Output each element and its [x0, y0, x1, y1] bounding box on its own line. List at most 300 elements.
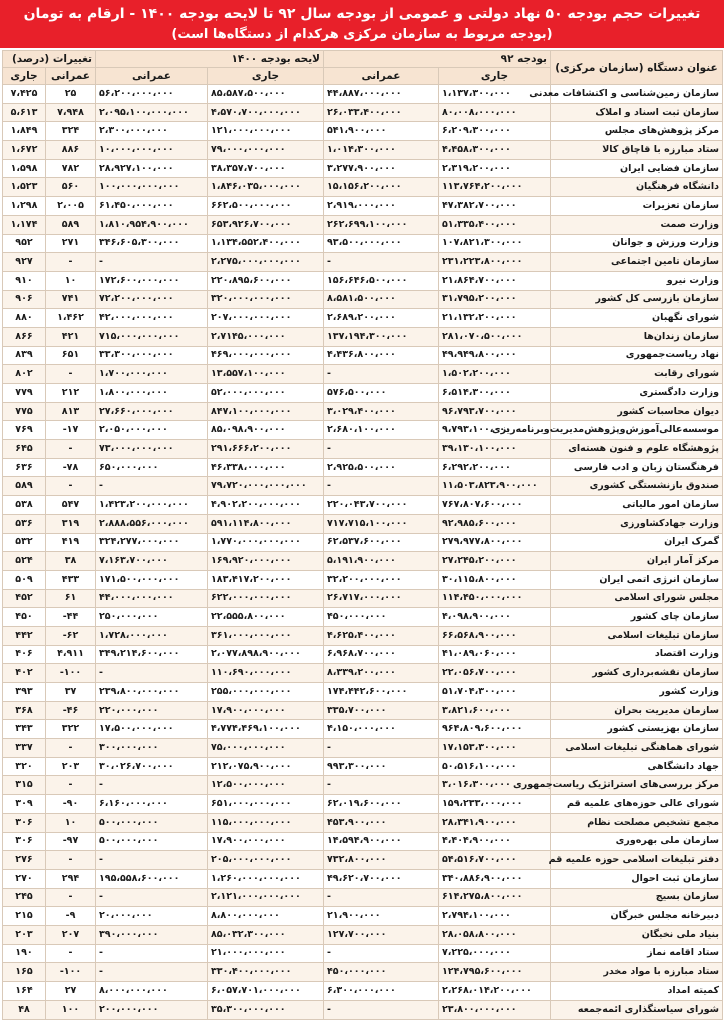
cell-1400-civil: ۳۰۰،۰۰۰،۰۰۰	[96, 739, 208, 758]
cell-92-civil: -	[324, 739, 439, 758]
cell-change-current: ۵،۶۱۳	[3, 103, 46, 122]
cell-1400-civil: ۷۳،۰۰۰،۰۰۰،۰۰۰	[96, 440, 208, 459]
cell-1400-current: ۱۶۹،۹۲۰،۰۰۰،۰۰۰	[208, 552, 324, 571]
cell-change-current: ۷۷۹	[3, 384, 46, 403]
cell-name: وزارت جهادکشاورزی	[551, 514, 723, 533]
cell-change-current: ۱،۲۹۸	[3, 197, 46, 216]
cell-name: شورای نگهبان	[551, 309, 723, 328]
cell-name: مرکز پژوهش‌های مجلس	[551, 122, 723, 141]
cell-change-current: ۳۳۷	[3, 739, 46, 758]
cell-92-civil: ۳۳۵،۷۰۰،۰۰۰	[324, 701, 439, 720]
table-row	[3, 197, 723, 216]
table-row	[3, 832, 723, 851]
cell-1400-civil: ۱،۷۲۸،۰۰۰،۰۰۰	[96, 626, 208, 645]
cell-1400-civil: ۲۰۰،۰۰۰،۰۰۰	[96, 1000, 208, 1019]
cell-change-current: ۵۳۲	[3, 533, 46, 552]
cell-92-civil: ۴۵۰،۰۰۰،۰۰۰	[324, 963, 439, 982]
title-banner	[0, 0, 724, 48]
cell-1400-current: ۸۵،۵۸۷،۵۰۰،۰۰۰	[208, 85, 324, 104]
cell-name: سازمان بسیج	[551, 888, 723, 907]
cell-1400-civil: -	[96, 664, 208, 683]
cell-1400-civil: ۱،۴۲۳،۲۰۰،۰۰۰،۰۰۰	[96, 496, 208, 515]
cell-92-current: ۴۷،۳۸۲،۷۰۰،۰۰۰	[439, 197, 551, 216]
cell-92-civil: ۱۵۶،۶۴۶،۵۰۰،۰۰۰	[324, 271, 439, 290]
cell-92-current: ۲۱،۸۶۴،۷۰۰،۰۰۰	[439, 271, 551, 290]
cell-name: سازمان مدیریت بحران	[551, 701, 723, 720]
cell-1400-civil: ۱۹۵،۵۵۸،۶۰۰،۰۰۰	[96, 869, 208, 888]
cell-1400-current: ۶۵۱،۰۰۰،۰۰۰،۰۰۰	[208, 795, 324, 814]
cell-change-civil: -	[46, 888, 96, 907]
cell-92-civil: ۲۶،۷۱۷،۰۰۰،۰۰۰	[324, 589, 439, 608]
cell-change-civil: ۱،۴۶۲	[46, 309, 96, 328]
cell-1400-current: ۲۹۱،۶۶۶،۲۰۰،۰۰۰	[208, 440, 324, 459]
cell-92-civil: ۸،۳۳۹،۲۰۰،۰۰۰	[324, 664, 439, 683]
cell-change-civil: ۱۰	[46, 271, 96, 290]
cell-change-current: ۳۰۹	[3, 795, 46, 814]
cell-name: مجلس شورای اسلامی	[551, 589, 723, 608]
cell-change-civil: -۹۰	[46, 795, 96, 814]
cell-92-civil: ۲،۹۲۵،۵۰۰،۰۰۰	[324, 458, 439, 477]
cell-name: سازمان بهزیستی کشور	[551, 720, 723, 739]
cell-change-civil: -	[46, 944, 96, 963]
cell-change-current: ۱،۶۷۲	[3, 141, 46, 160]
cell-1400-current: ۲۲،۵۵۵،۸۰۰،۰۰۰	[208, 608, 324, 627]
cell-92-civil: -	[324, 888, 439, 907]
cell-92-current: ۲۷،۲۴۵،۲۰۰،۰۰۰	[439, 552, 551, 571]
cell-92-civil: ۴،۶۲۵،۴۰۰،۰۰۰	[324, 626, 439, 645]
cell-1400-current: ۶۶۲،۵۰۰،۰۰۰،۰۰۰	[208, 197, 324, 216]
cell-name: سازمان تعزیرات	[551, 197, 723, 216]
cell-change-civil: ۱۰	[46, 813, 96, 832]
cell-92-current: ۳،۰۱۶،۳۰۰،۰۰۰	[439, 776, 551, 795]
cell-92-current: ۲۷۹،۹۷۷،۸۰۰،۰۰۰	[439, 533, 551, 552]
cell-change-current: ۳۶۸	[3, 701, 46, 720]
cell-92-civil: ۱،۰۱۴،۳۰۰،۰۰۰	[324, 141, 439, 160]
cell-change-civil: ۷۴۱	[46, 290, 96, 309]
table-row	[3, 365, 723, 384]
page-subtitle: (بودجه مربوط به سازمان مرکزی هرکدام از دستگاه‌ها است)	[171, 27, 553, 42]
cell-change-civil: -۴۶	[46, 701, 96, 720]
cell-change-current: ۳۹۳	[3, 683, 46, 702]
cell-92-current: ۲۲،۰۵۶،۷۰۰،۰۰۰	[439, 664, 551, 683]
cell-1400-current: ۴،۷۷۴،۴۶۹،۱۰۰،۰۰۰	[208, 720, 324, 739]
cell-change-civil: -۷۸	[46, 458, 96, 477]
cell-1400-civil: ۵۰۰،۰۰۰،۰۰۰	[96, 813, 208, 832]
table-row	[3, 589, 723, 608]
cell-change-civil: ۳۷	[46, 683, 96, 702]
cell-92-civil: ۲۲۰،۰۴۳،۷۰۰،۰۰۰	[324, 496, 439, 515]
cell-92-civil: ۱۵،۱۵۶،۲۰۰،۰۰۰	[324, 178, 439, 197]
cell-92-civil: ۵۷۶،۵۰۰،۰۰۰	[324, 384, 439, 403]
cell-1400-current: ۸۵،۰۹۸،۹۰۰،۰۰۰	[208, 421, 324, 440]
table-row	[3, 141, 723, 160]
cell-92-civil: ۱۴،۵۹۴،۹۰۰،۰۰۰	[324, 832, 439, 851]
table-row	[3, 514, 723, 533]
cell-change-current: ۲۱۵	[3, 907, 46, 926]
cell-92-current: ۶۱۴،۲۷۵،۸۰۰،۰۰۰	[439, 888, 551, 907]
cell-1400-current: ۳۲۰،۰۰۰،۰۰۰،۰۰۰	[208, 290, 324, 309]
cell-name: ستاد مبارزه با مواد مخدر	[551, 963, 723, 982]
cell-1400-current: ۴،۵۷۰،۷۰۰،۰۰۰،۰۰۰	[208, 103, 324, 122]
table-row	[3, 1000, 723, 1019]
cell-change-civil: -۱۷	[46, 421, 96, 440]
cell-1400-current: ۲۰۷،۰۰۰،۰۰۰،۰۰۰	[208, 309, 324, 328]
cell-92-civil: ۲،۹۱۹،۰۰۰،۰۰۰	[324, 197, 439, 216]
cell-1400-civil: ۳۲۴،۲۷۷،۰۰۰،۰۰۰	[96, 533, 208, 552]
cell-name: سازمان ثبت احوال	[551, 869, 723, 888]
cell-92-civil: ۶،۳۰۰،۰۰۰،۰۰۰	[324, 982, 439, 1001]
cell-change-current: ۳۲۰	[3, 757, 46, 776]
cell-1400-civil: ۳۳،۳۰۰،۰۰۰،۰۰۰	[96, 346, 208, 365]
cell-92-civil: ۸،۵۸۱،۵۰۰،۰۰۰	[324, 290, 439, 309]
cell-change-current: ۸۰۲	[3, 365, 46, 384]
cell-change-current: ۱۶۴	[3, 982, 46, 1001]
cell-change-current: ۸۳۹	[3, 346, 46, 365]
cell-change-current: ۲۷۶	[3, 851, 46, 870]
cell-92-current: ۲۸،۳۴۱،۹۰۰،۰۰۰	[439, 813, 551, 832]
cell-1400-civil: ۲۰،۰۰۰،۰۰۰	[96, 907, 208, 926]
table-row	[3, 813, 723, 832]
cell-1400-civil: ۵۰۰،۰۰۰،۰۰۰	[96, 832, 208, 851]
cell-1400-current: ۶۲۲،۰۰۰،۰۰۰،۰۰۰	[208, 589, 324, 608]
cell-1400-current: ۲۰۵،۰۰۰،۰۰۰،۰۰۰	[208, 851, 324, 870]
cell-92-civil: ۶،۹۶۸،۷۰۰،۰۰۰	[324, 645, 439, 664]
cell-1400-civil: ۶۵۰،۰۰۰،۰۰۰	[96, 458, 208, 477]
table-row	[3, 458, 723, 477]
cell-1400-current: ۸۴۷،۱۰۰،۰۰۰،۰۰۰	[208, 402, 324, 421]
table-row	[3, 159, 723, 178]
cell-1400-civil: ۲،۳۰۰،۰۰۰،۰۰۰	[96, 122, 208, 141]
cell-change-current: ۴۵۲	[3, 589, 46, 608]
cell-1400-civil: ۸،۰۰۰،۰۰۰،۰۰۰	[96, 982, 208, 1001]
cell-name: شورای هماهنگی تبلیغات اسلامی	[551, 739, 723, 758]
cell-name: سازمان بازرسی کل کشور	[551, 290, 723, 309]
table-row	[3, 776, 723, 795]
cell-1400-current: ۸،۸۰۰،۰۰۰،۰۰۰	[208, 907, 324, 926]
cell-1400-current: ۱،۲۶۰،۰۰۰،۰۰۰،۰۰۰	[208, 869, 324, 888]
cell-92-current: ۵۱،۳۳۵،۴۰۰،۰۰۰	[439, 215, 551, 234]
cell-change-current: ۵۰۹	[3, 570, 46, 589]
cell-change-civil: ۲۱۲	[46, 384, 96, 403]
cell-92-current: ۳۴۰،۸۸۶،۹۰۰،۰۰۰	[439, 869, 551, 888]
cell-1400-civil: -	[96, 888, 208, 907]
table-row	[3, 757, 723, 776]
budget-table	[2, 50, 723, 1020]
table-body	[3, 85, 723, 1020]
header-row-groups	[3, 51, 723, 68]
cell-92-current: ۳۱،۷۹۵،۲۰۰،۰۰۰	[439, 290, 551, 309]
table-row	[3, 85, 723, 104]
cell-change-civil: ۳۱۹	[46, 514, 96, 533]
cell-92-civil: ۷۱۷،۷۱۵،۱۰۰،۰۰۰	[324, 514, 439, 533]
cell-1400-civil: ۲۵۰،۰۰۰،۰۰۰	[96, 608, 208, 627]
cell-1400-current: ۵۲،۰۰۰،۰۰۰،۰۰۰	[208, 384, 324, 403]
cell-1400-current: ۱،۸۴۶،۰۳۵،۰۰۰،۰۰۰	[208, 178, 324, 197]
table-row	[3, 533, 723, 552]
cell-change-current: ۴۵۰	[3, 608, 46, 627]
header-name: عنوان دستگاه (سازمان مرکزی)	[551, 51, 723, 85]
table-row	[3, 869, 723, 888]
table-row	[3, 178, 723, 197]
cell-name: سازمان نقشه‌برداری کشور	[551, 664, 723, 683]
cell-change-civil: ۸۸۶	[46, 141, 96, 160]
cell-name: شورای رقابت	[551, 365, 723, 384]
header-1400-civil: عمرانی	[96, 68, 208, 85]
cell-92-current: ۳،۸۲۱،۶۰۰،۰۰۰	[439, 701, 551, 720]
cell-1400-civil: ۴۲،۰۰۰،۰۰۰،۰۰۰	[96, 309, 208, 328]
cell-change-civil: ۵۴۷	[46, 496, 96, 515]
cell-name: سازمان ملی بهره‌وری	[551, 832, 723, 851]
cell-change-civil: -	[46, 477, 96, 496]
cell-92-civil: ۲،۶۸۹،۲۰۰،۰۰۰	[324, 309, 439, 328]
page-title: تغییرات حجم بودجه ۵۰ نهاد دولتی و عمومی از بودجه سال ۹۲ تا لایحه بودجه ۱۴۰۰ - ارقام به تومان	[23, 6, 701, 22]
cell-change-civil: ۲۷	[46, 982, 96, 1001]
cell-change-civil: ۲۰۷	[46, 925, 96, 944]
cell-92-civil: ۴،۴۳۶،۸۰۰،۰۰۰	[324, 346, 439, 365]
cell-change-current: ۱،۱۷۴	[3, 215, 46, 234]
cell-name: دفتر تبلیغات اسلامی حوزه علمیه قم	[551, 851, 723, 870]
cell-name: شورای عالی حوزه‌های علمیه قم	[551, 795, 723, 814]
table-row	[3, 234, 723, 253]
cell-92-current: ۲،۷۹۴،۱۰۰،۰۰۰	[439, 907, 551, 926]
cell-change-civil: ۱۰۰	[46, 1000, 96, 1019]
cell-name: پژوهشگاه علوم و فنون هسته‌ای	[551, 440, 723, 459]
cell-92-current: ۱۰۷،۸۲۱،۳۰۰،۰۰۰	[439, 234, 551, 253]
cell-1400-current: ۴۶،۳۳۸،۰۰۰،۰۰۰	[208, 458, 324, 477]
cell-name: وزارت نیرو	[551, 271, 723, 290]
cell-1400-current: ۲،۷۱۴۵،۰۰۰،۰۰۰	[208, 327, 324, 346]
cell-92-civil: ۴،۱۵۰،۰۰۰،۰۰۰	[324, 720, 439, 739]
cell-1400-civil: -	[96, 851, 208, 870]
cell-1400-civil: -	[96, 477, 208, 496]
cell-92-civil: -	[324, 477, 439, 496]
cell-name: وزارت صمت	[551, 215, 723, 234]
cell-change-civil: ۲۵	[46, 85, 96, 104]
cell-92-current: ۶،۵۱۴،۳۰۰،۰۰۰	[439, 384, 551, 403]
table-row	[3, 982, 723, 1001]
cell-92-current: ۱۱۴،۴۵۰،۰۰۰،۰۰۰	[439, 589, 551, 608]
cell-1400-civil: ۱۷۲،۶۰۰،۰۰۰،۰۰۰	[96, 271, 208, 290]
cell-change-civil: ۴۱۹	[46, 533, 96, 552]
table-row	[3, 402, 723, 421]
cell-92-civil: ۶۲،۰۱۹،۶۰۰،۰۰۰	[324, 795, 439, 814]
cell-change-current: ۶۴۵	[3, 440, 46, 459]
table-row	[3, 664, 723, 683]
cell-name: سازمان تبلیغات اسلامی	[551, 626, 723, 645]
cell-name: کمیته امداد	[551, 982, 723, 1001]
cell-change-civil: -	[46, 440, 96, 459]
cell-92-current: ۱۱،۵۰۳،۸۲۳،۹۰۰،۰۰۰	[439, 477, 551, 496]
cell-change-civil: ۲،۰۰۵	[46, 197, 96, 216]
cell-92-civil: ۱۲۷،۷۰۰،۰۰۰	[324, 925, 439, 944]
header-group-change: تغییرات (درصد)	[3, 51, 96, 68]
cell-92-current: ۶،۲۰۹،۳۰۰،۰۰۰	[439, 122, 551, 141]
header-group-1400: لایحه بودجه ۱۴۰۰	[96, 51, 324, 68]
cell-1400-current: ۱۷،۹۰۰،۰۰۰،۰۰۰	[208, 832, 324, 851]
cell-1400-current: ۷۹،۰۰۰،۰۰۰،۰۰۰	[208, 141, 324, 160]
table-row	[3, 440, 723, 459]
cell-name: دبیرخانه مجلس خبرگان	[551, 907, 723, 926]
cell-92-current: ۴۹،۹۴۹،۸۰۰،۰۰۰	[439, 346, 551, 365]
table-row	[3, 552, 723, 571]
cell-name: سازمان ثبت اسناد و املاک	[551, 103, 723, 122]
cell-name: مجمع تشخیص مصلحت نظام	[551, 813, 723, 832]
header-change-civil: عمرانی	[46, 68, 96, 85]
header-92-current: جاری	[439, 68, 551, 85]
cell-change-current: ۸۸۰	[3, 309, 46, 328]
cell-92-civil: -	[324, 944, 439, 963]
cell-1400-current: ۱،۱۳۴،۵۵۲،۴۰۰،۰۰۰	[208, 234, 324, 253]
cell-name: ستاد مبارزه با قاچاق کالا	[551, 141, 723, 160]
cell-name: موسسه‌عالی‌آموزش‌وپژوهش‌مدیریت‌وبرنامه‌ریزی	[551, 421, 723, 440]
cell-1400-current: ۲،۰۷۷،۸۹۸،۹۰۰،۰۰۰	[208, 645, 324, 664]
cell-1400-civil: ۳۹۰،۰۰۰،۰۰۰	[96, 925, 208, 944]
cell-change-civil: -	[46, 851, 96, 870]
cell-92-current: ۲۱،۱۳۲،۲۰۰،۰۰۰	[439, 309, 551, 328]
cell-change-civil: -	[46, 739, 96, 758]
cell-92-current: ۷،۲۲۵،۰۰۰،۰۰۰	[439, 944, 551, 963]
cell-92-current: ۹۲،۹۸۵،۶۰۰،۰۰۰	[439, 514, 551, 533]
cell-name: سازمان چای کشور	[551, 608, 723, 627]
cell-92-current: ۹۶،۷۹۳،۷۰۰،۰۰۰	[439, 402, 551, 421]
cell-change-civil: -	[46, 776, 96, 795]
cell-92-current: ۵۰،۵۱۶،۱۰۰،۰۰۰	[439, 757, 551, 776]
cell-name: وزارت دادگستری	[551, 384, 723, 403]
table-row	[3, 907, 723, 926]
table-row	[3, 477, 723, 496]
cell-92-civil: ۶۲،۵۳۷،۶۰۰،۰۰۰	[324, 533, 439, 552]
cell-1400-current: ۲۱،۰۰۰،۰۰۰،۰۰۰	[208, 944, 324, 963]
cell-92-current: ۱،۱۳۷،۳۰۰،۰۰۰	[439, 85, 551, 104]
cell-change-current: ۴۴۲	[3, 626, 46, 645]
cell-1400-civil: ۱۰۰،۰۰۰،۰۰۰،۰۰۰	[96, 178, 208, 197]
cell-change-current: ۴۸	[3, 1000, 46, 1019]
cell-92-civil: ۱۷۴،۴۴۲،۶۰۰،۰۰۰	[324, 683, 439, 702]
cell-change-current: ۵۳۶	[3, 514, 46, 533]
cell-change-civil: ۶۵۱	[46, 346, 96, 365]
cell-92-current: ۴،۴۰۴،۹۰۰،۰۰۰	[439, 832, 551, 851]
table-row	[3, 570, 723, 589]
cell-1400-civil: ۲،۸۸۸،۵۵۶،۰۰۰،۰۰۰	[96, 514, 208, 533]
cell-change-current: ۹۰۶	[3, 290, 46, 309]
cell-name: سازمان انرژی اتمی ایران	[551, 570, 723, 589]
table-row	[3, 496, 723, 515]
table-row	[3, 253, 723, 272]
cell-92-current: ۲۸،۰۵۸،۸۰۰،۰۰۰	[439, 925, 551, 944]
cell-change-civil: -۹۷	[46, 832, 96, 851]
cell-1400-current: ۳۵،۳۰۰،۰۰۰،۰۰۰	[208, 1000, 324, 1019]
cell-1400-current: ۱۸۳،۴۱۷،۲۰۰،۰۰۰	[208, 570, 324, 589]
cell-change-civil: -	[46, 365, 96, 384]
cell-change-civil: -	[46, 253, 96, 272]
cell-1400-current: ۷۹،۷۲۰،۰۰۰،۰۰۰،۰۰۰	[208, 477, 324, 496]
cell-92-civil: ۳،۰۲۹،۴۰۰،۰۰۰	[324, 402, 439, 421]
cell-change-current: ۵۳۸	[3, 496, 46, 515]
cell-change-current: ۳۱۵	[3, 776, 46, 795]
cell-92-current: ۷۶۷،۸۰۷،۶۰۰،۰۰۰	[439, 496, 551, 515]
cell-change-civil: -۴۴	[46, 608, 96, 627]
cell-1400-civil: ۷۲،۲۰۰،۰۰۰،۰۰۰	[96, 290, 208, 309]
cell-92-current: ۶۶،۵۶۸،۹۰۰،۰۰۰	[439, 626, 551, 645]
cell-1400-civil: ۳۴۶،۶۰۵،۳۰۰،۰۰۰	[96, 234, 208, 253]
cell-change-current: ۲۰۳	[3, 925, 46, 944]
cell-1400-current: ۸۵،۰۳۲،۳۰۰،۰۰۰	[208, 925, 324, 944]
cell-change-civil: ۴۳۳	[46, 570, 96, 589]
cell-change-civil: -۹	[46, 907, 96, 926]
cell-change-current: ۸۶۶	[3, 327, 46, 346]
table-row	[3, 851, 723, 870]
cell-92-civil: ۴۵۰،۰۰۰،۰۰۰	[324, 608, 439, 627]
cell-change-civil: ۵۸۹	[46, 215, 96, 234]
cell-1400-civil: ۲۳۹،۸۰۰،۰۰۰،۰۰۰	[96, 683, 208, 702]
cell-92-current: ۲،۲۶۸،۰۱۴،۲۰۰،۰۰۰	[439, 982, 551, 1001]
table-row	[3, 608, 723, 627]
cell-change-current: ۵۸۹	[3, 477, 46, 496]
cell-92-current: ۸۰،۰۰۸،۰۰۰،۰۰۰	[439, 103, 551, 122]
cell-1400-civil: -	[96, 944, 208, 963]
cell-change-current: ۱،۸۴۹	[3, 122, 46, 141]
table-row	[3, 346, 723, 365]
cell-change-current: ۳۴۳	[3, 720, 46, 739]
cell-1400-current: ۲۵۵،۰۰۰،۰۰۰،۰۰۰	[208, 683, 324, 702]
cell-1400-current: ۲۲۰،۸۹۵،۶۰۰،۰۰۰	[208, 271, 324, 290]
table-row	[3, 103, 723, 122]
cell-92-civil: ۵۴۱،۹۰۰،۰۰۰	[324, 122, 439, 141]
cell-change-civil: -۱۰۰	[46, 664, 96, 683]
cell-1400-civil: -	[96, 963, 208, 982]
cell-change-current: ۲۷۰	[3, 869, 46, 888]
cell-change-current: ۳۰۶	[3, 813, 46, 832]
cell-92-civil: -	[324, 440, 439, 459]
table-row	[3, 720, 723, 739]
cell-name: سازمان زمین‌شناسی و اکتشافات معدنی	[551, 85, 723, 104]
cell-1400-civil: ۶۱،۴۵۰،۰۰۰،۰۰۰	[96, 197, 208, 216]
cell-92-current: ۶،۲۹۲،۲۰۰،۰۰۰	[439, 458, 551, 477]
cell-1400-current: ۷۵،۰۰۰،۰۰۰،۰۰۰	[208, 739, 324, 758]
cell-name: صندوق بازنشستگی کشوری	[551, 477, 723, 496]
cell-1400-current: ۳۶۱،۰۰۰،۰۰۰،۰۰۰	[208, 626, 324, 645]
cell-change-current: ۷۷۵	[3, 402, 46, 421]
cell-1400-current: ۵۹۱،۱۱۴،۸۰۰،۰۰۰	[208, 514, 324, 533]
table-row	[3, 384, 723, 403]
table-row	[3, 215, 723, 234]
table-row	[3, 327, 723, 346]
cell-name: سازمان امور مالیاتی	[551, 496, 723, 515]
table-row	[3, 421, 723, 440]
header-group-92: بودجه ۹۲	[324, 51, 551, 68]
cell-92-civil: ۱۳۷،۱۹۴،۳۰۰،۰۰۰	[324, 327, 439, 346]
cell-name: دانشگاه فرهنگیان	[551, 178, 723, 197]
cell-1400-current: ۱۷،۹۰۰،۰۰۰،۰۰۰	[208, 701, 324, 720]
cell-1400-current: ۱۱۰،۶۹۰،۰۰۰،۰۰۰	[208, 664, 324, 683]
cell-1400-civil: ۳۴۹،۲۱۴،۶۰۰،۰۰۰	[96, 645, 208, 664]
cell-change-current: ۹۵۲	[3, 234, 46, 253]
cell-1400-civil: ۱۰،۰۰۰،۰۰۰،۰۰۰	[96, 141, 208, 160]
table-row	[3, 290, 723, 309]
cell-92-current: ۴،۰۹۸،۹۰۰،۰۰۰	[439, 608, 551, 627]
cell-92-civil: ۴۵۳،۹۰۰،۰۰۰	[324, 813, 439, 832]
cell-change-civil: ۵۶۰	[46, 178, 96, 197]
table-row	[3, 944, 723, 963]
cell-92-current: ۱۵۹،۲۳۳،۰۰۰،۰۰۰	[439, 795, 551, 814]
cell-change-current: ۱۹۰	[3, 944, 46, 963]
cell-1400-civil: ۲،۰۹۵،۱۰۰،۰۰۰،۰۰۰	[96, 103, 208, 122]
cell-change-civil: -۱۰۰	[46, 963, 96, 982]
cell-1400-civil: -	[96, 253, 208, 272]
cell-name: وزارت کشور	[551, 683, 723, 702]
cell-1400-current: ۲۱۲،۰۷۵،۹۰۰،۰۰۰	[208, 757, 324, 776]
cell-1400-civil: ۳۰،۰۲۶،۷۰۰،۰۰۰	[96, 757, 208, 776]
